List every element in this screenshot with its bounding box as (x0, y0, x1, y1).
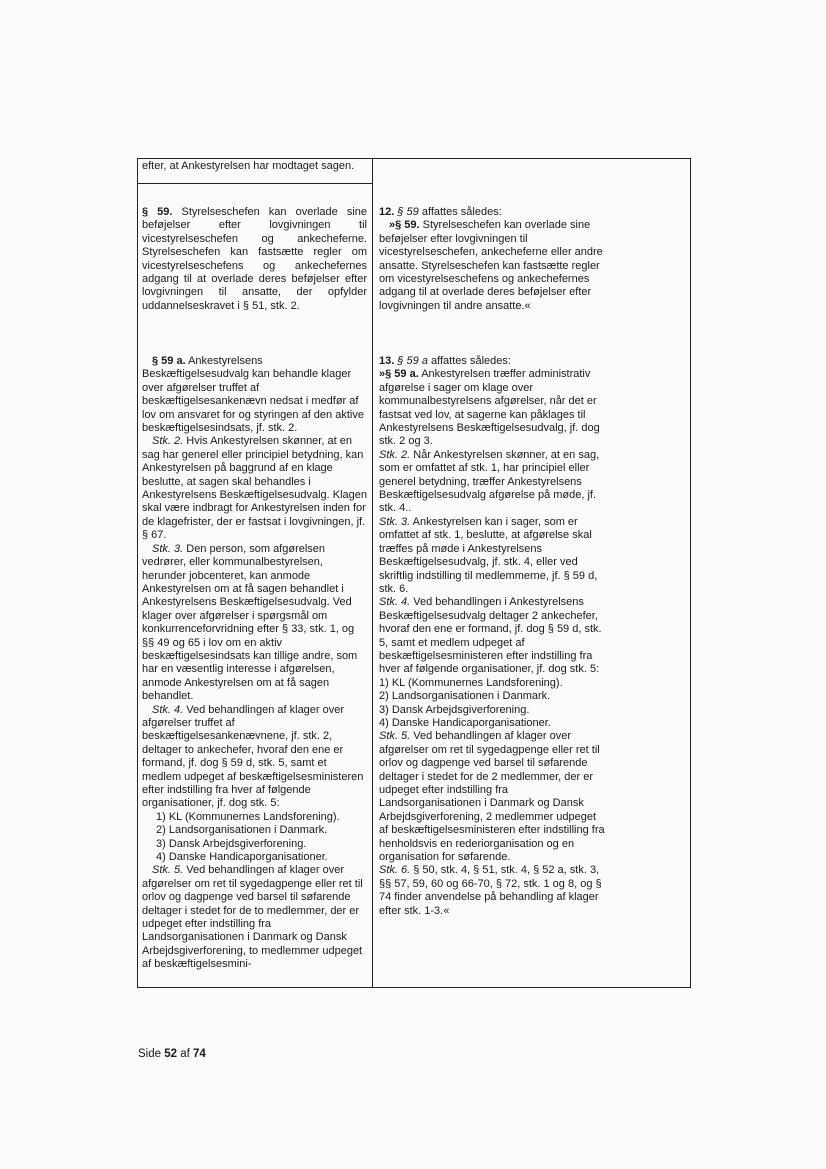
page-footer (138, 1048, 206, 1060)
left-cell-p59 (142, 206, 367, 313)
list-item: 4) Danske Handicaporganisationer. (156, 851, 328, 864)
left-top-text: efter, at Ankestyrelsen har modtaget sagen. (142, 160, 355, 172)
footer-middle: af (180, 1048, 190, 1060)
comparison-table (137, 158, 691, 988)
right-cell-item12 (379, 206, 608, 313)
left-cell-p59a (142, 355, 367, 972)
item-intro: affattes således: (431, 355, 511, 367)
right-cell-item13 (379, 355, 608, 918)
list-item: 2) Landsorganisationen i Danmark. (156, 824, 328, 837)
row-divider (138, 183, 372, 184)
stk-label: Stk. 3. (379, 515, 411, 528)
column-divider (372, 159, 373, 987)
stk-label: Stk. 5. (152, 864, 184, 877)
stk-text: Ankestyrelsen kan i sager, som er omfattet af stk. 1, beslutte, at afgørelse skal træffes på møde i Ankestyrelsens Beskæftigelsesudvalg, jf. stk. 4, eller ved skriftlig indstilling til medlemmerne, jf. § 59 d, stk. 6. (379, 515, 598, 595)
stk-text: § 50, stk. 4, § 51, stk. 4, § 52 a, stk. 3, §§ 57, 59, 60 og 66-70, § 72, stk. 1 og 8, og § 74 finder anvendelse på behandling af klager efter stk. 1-3.« (379, 864, 602, 917)
stk-text: Ved behandlingen i Ankestyrelsens Beskæftigelsesudvalg deltager 2 ankechefer, hvoraf den ene er formand, jf. dog § 59 d, stk. 5, samt et medlem udpeget af beskæftigelsesministeren efter indstilling fra hver af følgende organisationer, jf. dog stk. 5: (379, 596, 602, 676)
stk-label: Stk. 2. (152, 435, 184, 448)
section-heading: »§ 59 a. (379, 368, 419, 381)
left-cell-top (142, 160, 367, 173)
stk-label: Stk. 4. (152, 703, 184, 716)
section-heading: »§ 59. (389, 219, 420, 232)
stk-text: Ved behandlingen af klager over afgørelser om ret til sygedagpenge eller ret til orlov og dagpenge ved barsel til søfarende deltager i stedet for de to medlemmer, der er udpeget efter indstilling fra Landsorganisationen i Danmark og Dansk Arbejdsgiverforening, to medlemmer udpeget af beskæftigelsesmini- (142, 864, 363, 971)
stk-label: Stk. 4. (379, 596, 411, 609)
stk-text: Den person, som afgørelsen vedrører, eller kommunalbestyrelsen, herunder jobcenteret, kan anmode Ankestyrelsen om at få sagen behandlet i Ankestyrelsens Beskæftigelsesudvalg. Ved klager over afgørelser i spørgsmål om konkurrenceforvridning efter § 33, stk. 1, og §§ 49 og 65 i lov om en aktiv beskæftigelsesindsats kan tillige andre, som har en væsentlig interesse i afgørelsen, anmode Ankestyrelsen om at få sagen behandlet. (142, 542, 358, 703)
item-intro: affattes således: (421, 206, 502, 218)
page-number: 52 (164, 1048, 178, 1060)
stk-label: Stk. 5. (379, 730, 411, 743)
stk-label: Stk. 6. (379, 864, 411, 877)
stk-label: Stk. 2. (379, 448, 411, 461)
section-heading: § 59. (142, 206, 173, 218)
stk-label: Stk. 3. (152, 542, 184, 555)
page-total: 74 (193, 1048, 206, 1060)
list-item: 1) KL (Kommunernes Landsforening). (379, 676, 563, 689)
section-text: Ankestyrelsens Beskæftigelsesudvalg kan behandle klager over afgørelser truffet af beskæftigelsesankenævn nedsat i medfør af lov om ansvaret for og styringen af den aktive beskæftigelsesindsats, jf. stk. 2. (142, 355, 364, 435)
list-item: 3) Dansk Arbejdsgiverforening. (156, 837, 307, 850)
stk-text: Ved behandlingen af klager over afgørelser truffet af beskæftigelsesankenævnene, jf. stk. 2, deltager to ankechefer, hvoraf den ene er formand, jf. dog § 59 d, stk. 5, samt et medlem udpeget af beskæftigelsesministeren efter indstilling fra hver af følgende organisationer, jf. dog stk. 5: (142, 703, 364, 810)
section-text: Ankestyrelsen træffer administrativ afgørelse i sager om klage over kommunalbestyrelsens afgørelser, når det er fastsat ved lov, at sagerne kan påklages til Ankestyrelsens Beskæftigelsesudvalg, jf. dog stk. 2 og 3. (379, 368, 600, 448)
footer-prefix: Side (138, 1048, 162, 1060)
list-item: 3) Dansk Arbejdsgiverforening. (379, 703, 530, 716)
section-text: Styrelseschefen kan overlade sine beføjelser efter lovgivningen til vicestyrelseschefen og ankecheferne. Styrelseschefen kan fastsætte regler om vicestyrelseschefens og ankechefernes adgang til at overlade deres beføjelser efter lovgivningen til ansatte, der opfylder uddannelseskravet i § 51, stk. 2. (142, 206, 367, 312)
list-item: 4) Danske Handicaporganisationer. (379, 716, 551, 729)
section-ref: § 59 a (397, 355, 428, 367)
stk-text: Ved behandlingen af klager over afgørelser om ret til sygedagpenge eller ret til orlov og dagpenge ved barsel til søfarende deltager i stedet for de 2 medlemmer, der er udpeget efter indstilling fra Landsorganisationen i Danmark og Dansk Arbejdsgiverforening, 2 medlemmer udpeget af beskæftigelsesministeren efter indstilling fra henholdsvis en rederiorganisation og en organisation for søfarende. (379, 730, 605, 864)
list-item: 1) KL (Kommunernes Landsforening). (156, 810, 340, 823)
list-item: 2) Landsorganisationen i Danmark. (379, 690, 551, 703)
item-number: 12. (379, 206, 395, 218)
section-text: Styrelseschefen kan overlade sine beføjelser efter lovgivningen til vicestyrelseschefen, ankecheferne eller andre ansatte. Styrelseschefen kan fastsætte regler om vicestyrelseschefens og ankechefernes adgang til at overlade deres beføjelser efter lovgivningen til andre ansatte.« (379, 219, 603, 312)
section-heading: § 59 a. (152, 355, 186, 367)
section-ref: § 59 (397, 206, 419, 218)
stk-text: Når Ankestyrelsen skønner, at en sag, som er omfattet af stk. 1, har principiel eller generel betydning, træffer Ankestyrelsens Beskæftigelsesudvalg afgørelse på møde, jf. stk. 4.. (379, 448, 600, 515)
item-number: 13. (379, 355, 395, 367)
stk-text: Hvis Ankestyrelsen skønner, at en sag har generel eller principiel betydning, kan Ankestyrelsen på baggrund af en klage beslutte, at sagen skal behandles i Ankestyrelsens Beskæftigelsesudvalg. Klagen skal være indbragt for Ankestyrelsen inden for de klagefrister, der er fastsat i lovgivningen, jf. § 67. (142, 435, 368, 542)
